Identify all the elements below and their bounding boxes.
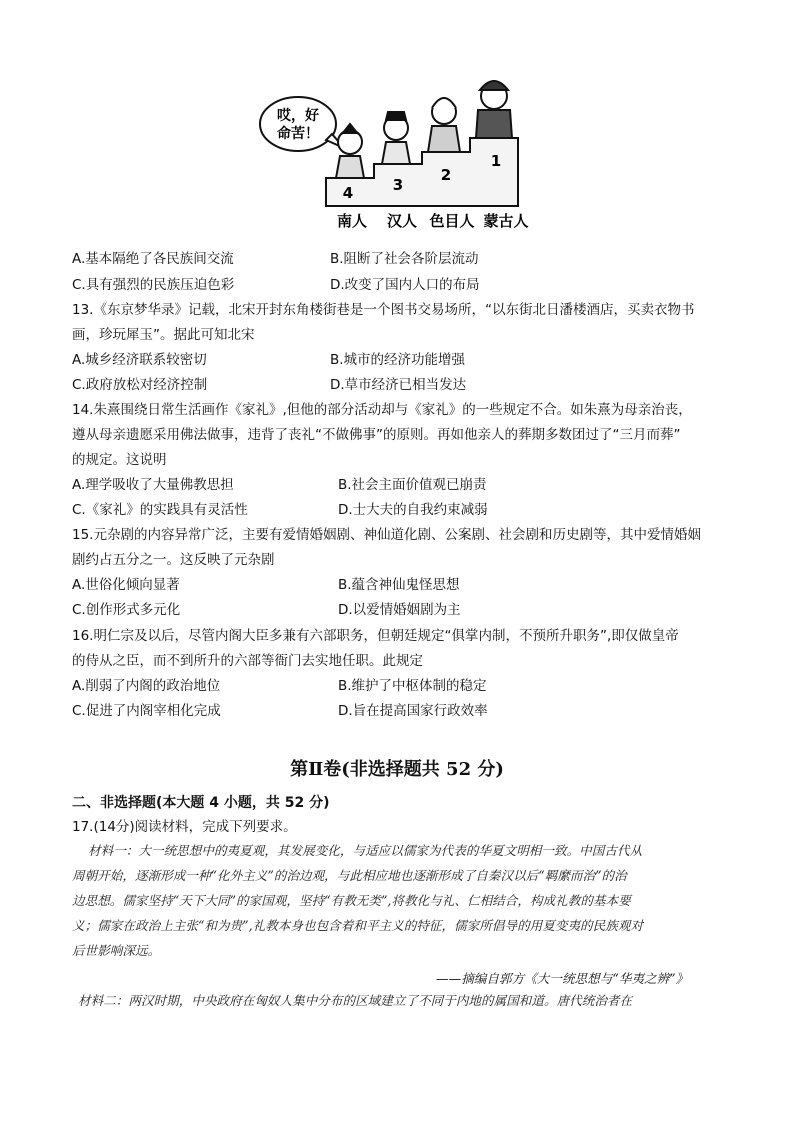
- q16-option-c: C.促进了内阁宰相化完成: [72, 703, 221, 719]
- rank-4: 4: [342, 184, 354, 202]
- material-2-line-1: 材料二：两汉时期，中央政府在匈奴人集中分布的区域建立了不同于内地的属国和道。唐代统治者在: [78, 993, 633, 1008]
- q16-option-d: D.旨在提高国家行政效率: [338, 703, 488, 719]
- rank-2: 2: [440, 166, 452, 184]
- speech-bubble: [260, 97, 336, 151]
- speech-line-1: 哎，好: [277, 108, 319, 124]
- label-semu: 色目人: [429, 212, 475, 230]
- part-ii-title: 第Ⅱ卷(非选择题共 52 分): [290, 759, 504, 780]
- material-1-line-3: 边思想。儒家坚持“天下大同”的家国观，坚持“有教无类”,将教化与礼、仁相结合，构成礼教的基本要: [72, 893, 631, 908]
- material-1-line-1: 材料一：大一统思想中的夷夏观，其发展变化，与适应以儒家为代表的华夏文明相一致。中国古代从: [88, 843, 643, 858]
- rank-1: 1: [490, 152, 502, 170]
- q14-option-c: C.《家礼》的实践具有灵活性: [72, 502, 248, 518]
- q12-option-c: C.具有强烈的民族压迫色彩: [72, 277, 235, 293]
- q16-stem-line-2: 的侍从之臣，而不到所升的六部等衙门去实地任职。此规定: [72, 653, 423, 669]
- label-southern: 南人: [336, 212, 368, 230]
- label-han: 汉人: [386, 212, 418, 230]
- q15-stem-line-2: 剧约占五分之一。这反映了元杂剧: [72, 552, 275, 568]
- cartoon-illustration: [256, 66, 536, 242]
- q13-stem-line-2: 画，珍玩犀玉”。据此可知北宋: [72, 327, 255, 343]
- q14-stem-line-3: 的规定。这说明: [72, 452, 167, 468]
- q13-option-d: D.草市经济已相当发达: [330, 377, 467, 393]
- q14-option-a: A.理学吸收了大量佛教思担: [72, 477, 234, 493]
- q17-stem: 17.(14分)阅读材料，完成下列要求。: [72, 819, 297, 835]
- q12-option-b: B.阻断了社会各阶层流动: [330, 251, 479, 267]
- material-1-line-2: 周朝开始，逐渐形成一种“化外主义”的治边观，与此相应地也逐渐形成了自秦汉以后“羁縻而治”的治: [72, 868, 627, 883]
- q14-stem-line-1: 14.朱熹围绕日常生活画作《家礼》,但他的部分活动却与《家礼》的一些规定不合。如朱熹为母亲治丧，: [72, 402, 692, 418]
- material-1-line-5: 后世影响深远。: [72, 943, 161, 958]
- label-mongol: 蒙古人: [483, 212, 529, 230]
- q15-option-d: D.以爱情婚姻剧为主: [338, 602, 461, 618]
- q13-option-c: C.政府放松对经济控制: [72, 377, 208, 393]
- q12-option-a: A.基本隔绝了各民族间交流: [72, 251, 234, 267]
- q13-option-a: A.城乡经济联系较密切: [72, 352, 207, 368]
- q13-option-b: B.城市的经济功能增强: [330, 352, 466, 368]
- material-1-line-4: 义；儒家在政治上主张“和为贵”,礼教本身也包含着和平主义的特征，儒家所倡导的用夏变夷的民族观对: [72, 918, 644, 933]
- q15-option-b: B.蕴含神仙鬼怪思想: [338, 577, 460, 593]
- q12-option-d: D.改变了国内人口的布局: [330, 277, 480, 293]
- q15-stem-line-1: 15.元杂剧的内容异常广泛，主要有爱情婚姻剧、神仙道化剧、公案剧、社会剧和历史剧等，其中爱情婚姻: [72, 527, 701, 543]
- material-1-source: ——摘编自郭方《大一统思想与“华夷之辨”》: [436, 971, 689, 986]
- figure-semu: [428, 98, 460, 152]
- q15-option-a: A.世俗化倾向显著: [72, 577, 180, 593]
- q13-stem-line-1: 13.《东京梦华录》记载，北宋开封东角楼街巷是一个图书交易场所，“以东街北日潘楼酒店，买卖衣物书: [72, 302, 695, 318]
- q16-stem-line-1: 16.明仁宗及以后，尽管内阁大臣多兼有六部职务，但朝廷规定“俱掌内制，不预所升职务”,即仅做皇帝: [72, 628, 679, 644]
- q16-option-b: B.维护了中枢体制的稳定: [338, 678, 487, 694]
- figure-mongol: [476, 81, 512, 138]
- q15-option-c: C.创作形式多元化: [72, 602, 181, 618]
- section-title: 二、非选择题(本大题 4 小题，共 52 分): [72, 795, 330, 811]
- q16-option-a: A.削弱了内阁的政治地位: [72, 678, 221, 694]
- q14-option-d: D.士大夫的自我约束减弱: [338, 502, 488, 518]
- q14-option-b: B.社会主面价值观已崩责: [338, 477, 487, 493]
- q14-stem-line-2: 遵从母亲遗愿采用佛法做事，违背了丧礼“不做佛事”的原则。再如他亲人的葬期多数团过了“三月而葬”: [72, 427, 681, 443]
- rank-3: 3: [392, 176, 404, 194]
- speech-line-2: 命苦！: [277, 126, 319, 142]
